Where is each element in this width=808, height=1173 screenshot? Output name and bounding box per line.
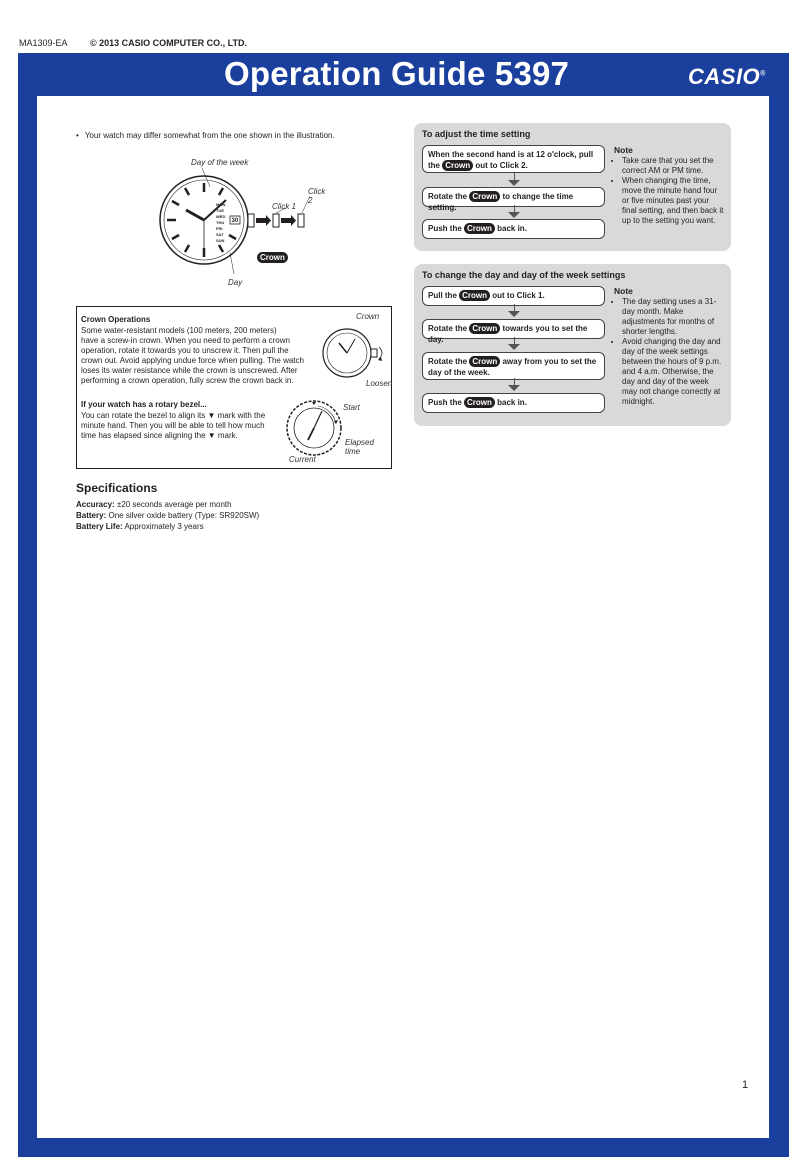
bezel-line: minute hand. Then you will be able to tell how much [81,421,265,430]
note-item: • When changing the time, move the minute hand four or five minutes past your final setting, and then back it up to the setting you want. [622,176,726,226]
watch-illustration [150,158,330,293]
note-item: • Take care that you set the correct AM or PM time. [622,156,726,176]
day-panel-note: Note • The day setting uses a 31-day month. Make adjustments for months of shorter lengths. • Avoid changing the day and day of the week settings between the hours of 9 p.m. and 4 a.m. Otherwise, the day and day of the week may not change correctly at midnight. [614,286,726,407]
page-title: Operation Guide 5397 [224,55,570,92]
crown-tag: Crown [469,191,500,202]
day-step-1: Pull the Crown out to Click 1. [422,286,605,306]
rotary-bezel-illustration [282,395,352,463]
day-setting-panel [414,264,731,426]
time-step-2: Rotate the Crown to change the time setting. [422,187,605,207]
down-arrow-icon [508,385,520,391]
day-step-4: Push the Crown back in. [422,393,605,413]
day-of-week-label: Day of the week [191,158,249,167]
down-arrow-icon [508,180,520,186]
casio-logo: CASIO® [688,64,766,89]
crown-ops-heading: Crown Operations [81,315,151,324]
click1-label: Click 1 [272,202,297,211]
down-arrow-icon [508,344,520,350]
watch-diagram [150,158,330,298]
crown-tag: Crown [459,290,490,301]
crown-tag: Crown [469,356,500,367]
page-number: 1 [742,1079,749,1091]
crown-ops-line: loses its water resistance while the crown is unscrewed. After [81,366,298,375]
day-wed: WED [216,214,226,219]
crown-tag: Crown [464,397,495,408]
date-number: 30 [231,218,239,224]
spec-battery-life: Battery Life: Approximately 3 years [76,522,204,531]
time-panel-note: Note • Take care that you set the correct AM or PM time. • When changing the time, move the minute hand four or five minutes past your final setting, and then back it up to the setting you want. [614,145,726,226]
crown-ops-line: Some water-resistant models (100 meters, 200 meters) [81,326,277,335]
click2-label: Click 2 [308,187,326,205]
crown-tag: Crown [469,323,500,334]
content-area [37,96,769,1138]
note-item: • The day setting uses a 31-day month. Make adjustments for months of shorter lengths. [622,297,726,337]
time-setting-panel [414,123,731,251]
time-step-3: Push the Crown back in. [422,219,605,239]
current-label: Current [289,455,316,464]
crown-ops-line: performing a crown operation, fully screw the crown back in. [81,376,294,385]
day-panel-title: To change the day and day of the week settings [422,270,626,280]
copyright: © 2013 CASIO COMPUTER CO., LTD. [90,38,247,48]
down-arrow-icon [508,311,520,317]
note-item: • Avoid changing the day and day of the week settings between the hours of 9 p.m. and 4 a.m. Otherwise, the day and day of the week may not change correctly at midnight. [622,337,726,407]
time-panel-title: To adjust the time setting [422,129,531,139]
down-arrow-icon [508,212,520,218]
intro-note: • Your watch may differ somewhat from the one shown in the illustration. [76,131,335,140]
day-mon: MON [216,202,226,207]
specs-title: Specifications [76,481,158,495]
start-label: Start [343,403,360,412]
document-code: MA1309-EA [19,38,68,48]
bezel-heading: If your watch has a rotary bezel... [81,400,207,409]
bezel-line: You can rotate the bezel to align its ▼ mark with the [81,411,266,420]
time-step-1: When the second hand is at 12 o'clock, pull the Crown out to Click 2. [422,145,605,173]
crown-ops-line: crown out. Avoid applying undue force when pulling. The watch [81,356,304,365]
loosen-label: Loosen [366,379,393,388]
bezel-line: time has elapsed since aligning the ▼ mark. [81,431,238,440]
spec-battery: Battery: One silver oxide battery (Type: SR920SW) [76,511,260,520]
day-step-2: Rotate the Crown towards you to set the day. [422,319,605,339]
crown-ops-line: have a screw-in crown. When you need to perform a crown [81,336,290,345]
day-sat: SAT [216,232,224,237]
day-fri: FRI [216,226,223,231]
crown-tag: Crown [257,252,288,263]
day-step-3: Rotate the Crown away from you to set the day of the week. [422,352,605,380]
crown-label: Crown [356,312,380,321]
crown-tag: Crown [464,223,495,234]
screw-crown-illustration [317,315,391,385]
day-thu: THU [216,220,225,225]
crown-tag: Crown [442,160,473,171]
elapsed-label: Elapsed time [345,438,374,456]
spec-accuracy: Accuracy: ±20 seconds average per month [76,500,232,509]
day-tue: TUE [216,208,224,213]
crown-operations-box [76,306,392,469]
day-label: Day [228,278,243,287]
day-sun: SUN [216,238,225,243]
crown-ops-line: operation, rotate it towards you to unscrew it. Then pull the [81,346,289,355]
